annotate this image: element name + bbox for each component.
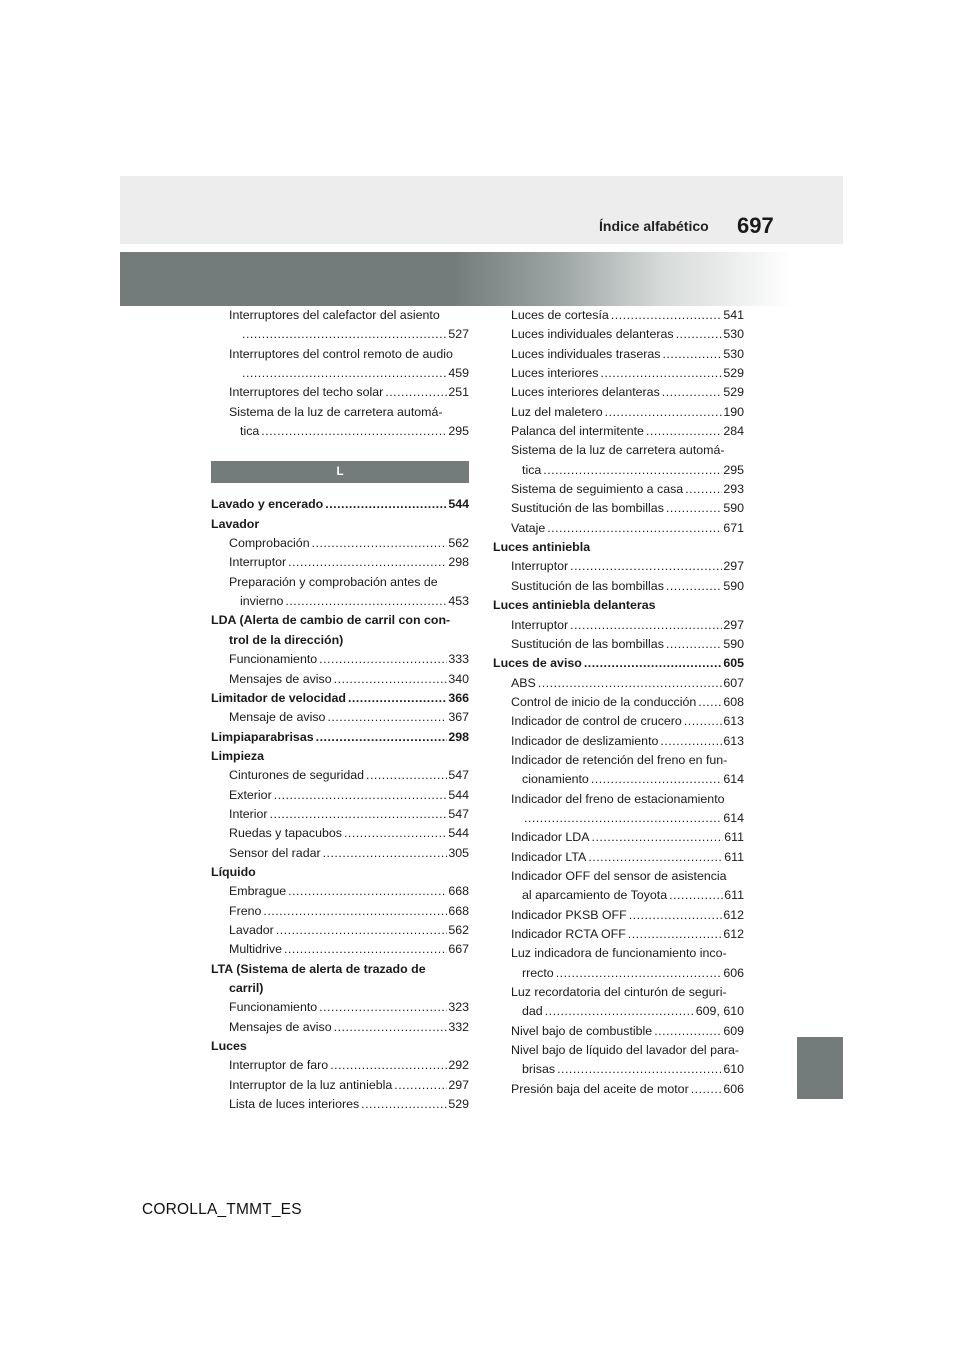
entry-text: cionamiento [522, 772, 589, 787]
entry-page-number: 562 [448, 536, 469, 551]
index-entry [493, 790, 744, 809]
entry-page-number: 529 [723, 366, 744, 381]
entry-text: tica [240, 424, 260, 439]
document-footer: COROLLA_TMMT_ES [142, 1201, 302, 1218]
entry-text: Indicador del freno de estacionamiento [511, 791, 725, 806]
dot-leader [276, 921, 448, 940]
index-entry [493, 925, 744, 944]
entry-page-number: 367 [448, 710, 469, 725]
index-entry [493, 983, 744, 1002]
entry-page-number: 606 [723, 965, 744, 980]
dot-leader [646, 422, 722, 441]
dot-leader [323, 844, 448, 863]
index-entry [211, 592, 469, 611]
header-band [120, 176, 843, 244]
entry-text: Lavado y encerado [211, 497, 324, 512]
dot-leader [685, 480, 722, 499]
dot-leader [538, 674, 723, 693]
index-entry [211, 921, 469, 940]
entry-text: Luces antiniebla delanteras [493, 598, 656, 613]
entry-text: Sistema de la luz de carretera automá- [511, 443, 725, 458]
dot-leader [316, 728, 448, 747]
entry-text: Palanca del intermitente [511, 424, 644, 439]
dot-leader [288, 882, 447, 901]
entry-page-number: 333 [448, 652, 469, 667]
index-entry [211, 998, 469, 1017]
dot-leader [274, 786, 448, 805]
dot-leader [312, 534, 448, 553]
index-entry [493, 693, 744, 712]
index-entry [493, 944, 744, 963]
entry-page-number: 544 [448, 787, 469, 802]
entry-page-number: 295 [723, 462, 744, 477]
entry-text: tica [522, 462, 542, 477]
index-entry [493, 557, 744, 576]
entry-text: Indicador PKSB OFF [511, 907, 627, 922]
index-entry [211, 345, 469, 364]
index-heading [211, 495, 469, 514]
index-entry [493, 306, 744, 325]
index-entry [211, 844, 469, 863]
index-entry [493, 616, 744, 635]
dot-leader [545, 1002, 695, 1021]
dot-leader [591, 770, 723, 789]
entry-text: Cinturones de seguridad [229, 768, 365, 783]
entry-page-number: 605 [723, 656, 744, 671]
entry-text: Luces individuales delanteras [511, 327, 674, 342]
index-entry [493, 480, 744, 499]
index-heading [211, 960, 469, 979]
index-entry [211, 553, 469, 572]
index-heading [211, 747, 469, 766]
dot-leader [666, 577, 722, 596]
dot-leader [547, 519, 722, 538]
index-entry [493, 828, 744, 847]
entry-text: trol de la dirección) [229, 632, 344, 647]
index-column-right [493, 306, 744, 1099]
entry-page-number: 190 [723, 404, 744, 419]
index-entry [493, 732, 744, 751]
index-entry [493, 499, 744, 518]
entry-text: Mensaje de aviso [229, 710, 326, 725]
dot-leader [611, 306, 723, 325]
entry-text: Lista de luces interiores [229, 1097, 360, 1112]
dot-leader [348, 689, 447, 708]
entry-text: Sensor del radar [229, 845, 321, 860]
entry-text: Interruptor de faro [229, 1058, 329, 1073]
dot-leader [327, 708, 447, 727]
entry-page-number: 284 [723, 424, 744, 439]
dot-leader [543, 461, 722, 480]
index-entry [493, 364, 744, 383]
entry-page-number: 607 [723, 675, 744, 690]
entry-page-number: 527 [448, 327, 469, 342]
entry-text: LTA (Sistema de alerta de trazado de [211, 961, 426, 976]
entry-text: Presión baja del aceite de motor [511, 1081, 689, 1096]
index-entry [211, 306, 469, 325]
header-gradient-band [120, 252, 843, 306]
entry-text: Ruedas y tapacubos [229, 826, 342, 841]
dot-leader [394, 1076, 447, 1095]
index-entry [211, 805, 469, 824]
entry-page-number: 611 [724, 830, 744, 845]
entry-text: Mensajes de aviso [229, 1019, 332, 1034]
index-entry [211, 573, 469, 592]
index-heading [211, 689, 469, 708]
chapter-thumb-tab [797, 1037, 843, 1099]
dot-leader [261, 422, 447, 441]
dot-leader [263, 902, 447, 921]
dot-leader [284, 940, 447, 959]
index-entry [493, 964, 744, 983]
index-heading [211, 979, 469, 998]
entry-text: Embrague [229, 884, 287, 899]
entry-text: brisas [522, 1062, 556, 1077]
entry-text: Indicador OFF del sensor de asistencia [511, 868, 727, 883]
index-entry [493, 403, 744, 422]
entry-page-number: 614 [723, 772, 744, 787]
index-entry [493, 848, 744, 867]
dot-leader [654, 1022, 722, 1041]
entry-text: Limpieza [211, 748, 265, 763]
dot-leader [684, 712, 722, 731]
index-entry [493, 1060, 744, 1079]
entry-text: Interruptores del calefactor del asiento [229, 308, 440, 322]
dot-leader [666, 499, 722, 518]
dot-leader [570, 557, 722, 576]
entry-page-number: 453 [448, 594, 469, 609]
entry-page-number: 610 [723, 1062, 744, 1077]
entry-page-number: 293 [723, 482, 744, 497]
entry-page-number: 544 [448, 497, 469, 512]
index-heading [493, 654, 744, 673]
entry-text: Luces [211, 1039, 247, 1054]
index-heading [211, 515, 469, 534]
dot-leader [242, 364, 447, 383]
index-heading [211, 611, 469, 630]
entry-text: Limpiaparabrisas [211, 729, 314, 744]
page-number: 697 [737, 213, 774, 238]
dot-leader [270, 805, 448, 824]
entry-text: Indicador LTA [511, 849, 587, 864]
index-entry [211, 364, 469, 383]
entry-text: Indicador de deslizamiento [511, 733, 659, 748]
entry-page-number: 614 [723, 810, 744, 825]
index-entry [493, 422, 744, 441]
index-entry [211, 1076, 469, 1095]
entry-page-number: 459 [448, 366, 469, 381]
entry-page-number: 297 [723, 617, 744, 632]
entry-page-number: 530 [723, 346, 744, 361]
entry-text: Limitador de velocidad [211, 690, 346, 705]
entry-text: Luz del maletero [511, 404, 603, 419]
dot-leader [556, 964, 723, 983]
index-entry [493, 461, 744, 480]
entry-text: Luces de aviso [493, 656, 582, 671]
entry-page-number: 671 [723, 520, 744, 535]
index-entry [493, 383, 744, 402]
entry-text: Interruptor de la luz antiniebla [229, 1077, 393, 1092]
index-entry [211, 902, 469, 921]
section-title: Índice alfabético [599, 218, 709, 234]
index-entry [493, 1002, 744, 1021]
dot-leader [691, 1080, 723, 1099]
dot-leader [629, 906, 723, 925]
index-entry [493, 770, 744, 789]
entry-text: Freno [229, 903, 262, 918]
index-entry [211, 1056, 469, 1075]
dot-leader [242, 325, 447, 344]
dot-leader [385, 383, 447, 402]
entry-text: Nivel bajo de combustible [511, 1023, 653, 1038]
index-heading [493, 596, 744, 615]
index-entry [211, 940, 469, 959]
entry-page-number: 544 [448, 826, 469, 841]
index-entry [211, 403, 469, 422]
index-entry [493, 867, 744, 886]
entry-text: Luces de cortesía [511, 308, 609, 322]
dot-leader [319, 998, 447, 1017]
entry-page-number: 292 [448, 1058, 469, 1073]
index-entry [211, 1095, 469, 1114]
entry-text: Indicador de retención del freno en fun- [511, 752, 728, 767]
index-heading [493, 538, 744, 557]
dot-leader [600, 364, 722, 383]
entry-text: LDA (Alerta de cambio de carril con con- [211, 613, 451, 628]
entry-text: Luces individuales traseras [511, 346, 661, 361]
entry-text: Sistema de la luz de carretera automá- [229, 404, 443, 419]
entry-text: carril) [229, 981, 264, 995]
entry-page-number: 609 [723, 1023, 744, 1038]
entry-text: Sustitución de las bombillas [511, 636, 664, 651]
entry-text: Sustitución de las bombillas [511, 501, 664, 516]
index-entry [493, 441, 744, 460]
entry-text: Líquido [211, 864, 256, 879]
entry-text: Lavador [229, 922, 274, 937]
dot-leader [570, 616, 722, 635]
dot-leader [676, 325, 723, 344]
dot-leader [361, 1095, 447, 1114]
entry-text: Multidrive [229, 942, 283, 957]
index-entry [493, 1022, 744, 1041]
entry-text: Luces antiniebla [493, 540, 591, 555]
entry-page-number: 667 [448, 942, 469, 957]
entry-text: Sustitución de las bombillas [511, 578, 664, 593]
index-entry [211, 882, 469, 901]
index-column-left [211, 306, 469, 1114]
entry-text: Vataje [511, 520, 546, 535]
entry-text: Funcionamiento [229, 652, 318, 667]
entry-text: Indicador de control de crucero [511, 714, 682, 729]
entry-page-number: 606 [723, 1081, 744, 1096]
dot-leader [628, 925, 723, 944]
entry-text: invierno [240, 594, 284, 609]
index-entry [493, 712, 744, 731]
entry-page-number: 590 [723, 636, 744, 651]
entry-text: Interior [229, 806, 268, 821]
section-letter-bar: L [211, 461, 469, 483]
index-entry [211, 650, 469, 669]
dot-leader [288, 553, 447, 572]
index-entry [493, 886, 744, 905]
entry-page-number: 298 [448, 729, 469, 744]
index-entry [211, 534, 469, 553]
index-entry [493, 519, 744, 538]
dot-leader [588, 848, 723, 867]
entry-page-number: 547 [448, 806, 469, 821]
entry-text: Interruptor [511, 617, 569, 632]
entry-page-number: 366 [448, 690, 469, 705]
entry-text: Comprobación [229, 536, 310, 551]
index-entry [211, 670, 469, 689]
entry-text: Mensajes de aviso [229, 671, 332, 686]
index-entry [211, 1018, 469, 1037]
index-entry [493, 325, 744, 344]
entry-page-number: 547 [448, 768, 469, 783]
dot-leader [662, 383, 723, 402]
entry-text: Nivel bajo de líquido del lavador del para- [511, 1043, 739, 1058]
entry-text: Preparación y comprobación antes de [229, 574, 438, 589]
dot-leader [344, 824, 447, 843]
entry-page-number: 612 [723, 927, 744, 941]
index-entry [493, 751, 744, 770]
dot-leader [366, 766, 447, 785]
entry-text: Interruptores del control remoto de audio [229, 346, 453, 361]
entry-page-number: 612 [723, 907, 744, 922]
entry-page-number: 323 [448, 1000, 469, 1015]
dot-leader [524, 809, 722, 828]
dot-leader [660, 732, 722, 751]
entry-page-number: 668 [448, 903, 469, 918]
entry-text: Control de inicio de la conducción [511, 694, 697, 709]
index-heading [211, 631, 469, 650]
entry-text: ABS [511, 675, 536, 690]
entry-page-number: 305 [448, 845, 469, 860]
entry-text: Funcionamiento [229, 1000, 318, 1015]
entry-page-number: 297 [723, 559, 744, 574]
entry-text: Exterior [229, 787, 272, 802]
entry-page-number: 298 [448, 555, 469, 570]
dot-leader [669, 886, 723, 905]
index-entry [211, 824, 469, 843]
entry-page-number: 340 [448, 671, 469, 686]
entry-page-number: 251 [448, 385, 469, 400]
dot-leader [325, 495, 447, 514]
dot-leader [319, 650, 447, 669]
entry-page-number: 611 [724, 888, 744, 903]
dot-leader [592, 828, 724, 847]
index-entry [493, 906, 744, 925]
entry-page-number: 529 [448, 1097, 469, 1112]
entry-page-number: 609, 610 [695, 1004, 744, 1019]
entry-text: Lavador [211, 516, 260, 531]
entry-page-number: 608 [723, 694, 744, 709]
entry-page-number: 613 [723, 733, 744, 748]
entry-page-number: 562 [448, 922, 469, 937]
entry-text: Luz indicadora de funcionamiento inco- [511, 946, 727, 961]
index-entry [211, 786, 469, 805]
index-entry [211, 325, 469, 344]
index-entry [493, 1080, 744, 1099]
entry-page-number: 332 [448, 1019, 469, 1034]
entry-text: Interruptores del techo solar [229, 385, 384, 400]
dot-leader [285, 592, 447, 611]
index-entry [211, 383, 469, 402]
entry-page-number: 529 [723, 385, 744, 400]
entry-text: Luces interiores delanteras [511, 385, 660, 400]
entry-page-number: 541 [723, 308, 744, 322]
index-entry [493, 1041, 744, 1060]
entry-text: Indicador RCTA OFF [511, 927, 626, 941]
entry-page-number: 590 [723, 501, 744, 516]
entry-text: rrecto [522, 965, 554, 980]
index-entry [493, 809, 744, 828]
entry-page-number: 530 [723, 327, 744, 342]
entry-text: Sistema de seguimiento a casa [511, 482, 684, 497]
entry-text: dad [522, 1004, 543, 1019]
dot-leader [334, 1018, 448, 1037]
entry-page-number: 611 [724, 849, 744, 864]
index-heading [211, 1037, 469, 1056]
index-entry [493, 577, 744, 596]
dot-leader [330, 1056, 447, 1075]
entry-text: Luz recordatoria del cinturón de seguri- [511, 985, 727, 1000]
entry-text: Interruptor [511, 559, 569, 574]
entry-page-number: 613 [723, 714, 744, 729]
index-heading [211, 728, 469, 747]
index-entry [493, 345, 744, 364]
entry-page-number: 295 [448, 424, 469, 439]
index-entry [211, 422, 469, 441]
entry-text: al aparcamiento de Toyota [522, 888, 668, 903]
dot-leader [666, 635, 722, 654]
dot-leader [334, 670, 448, 689]
entry-page-number: 590 [723, 578, 744, 593]
entry-page-number: 668 [448, 884, 469, 899]
entry-text: Luces interiores [511, 366, 599, 381]
entry-text: Indicador LDA [511, 830, 590, 845]
index-entry [211, 766, 469, 785]
index-entry [493, 635, 744, 654]
index-entry [211, 708, 469, 727]
dot-leader [698, 693, 722, 712]
entry-page-number: 297 [448, 1077, 469, 1092]
dot-leader [584, 654, 722, 673]
dot-leader [605, 403, 723, 422]
index-heading [211, 863, 469, 882]
index-entry [493, 674, 744, 693]
dot-leader [662, 345, 722, 364]
dot-leader [557, 1060, 722, 1079]
entry-text: Interruptor [229, 555, 287, 570]
